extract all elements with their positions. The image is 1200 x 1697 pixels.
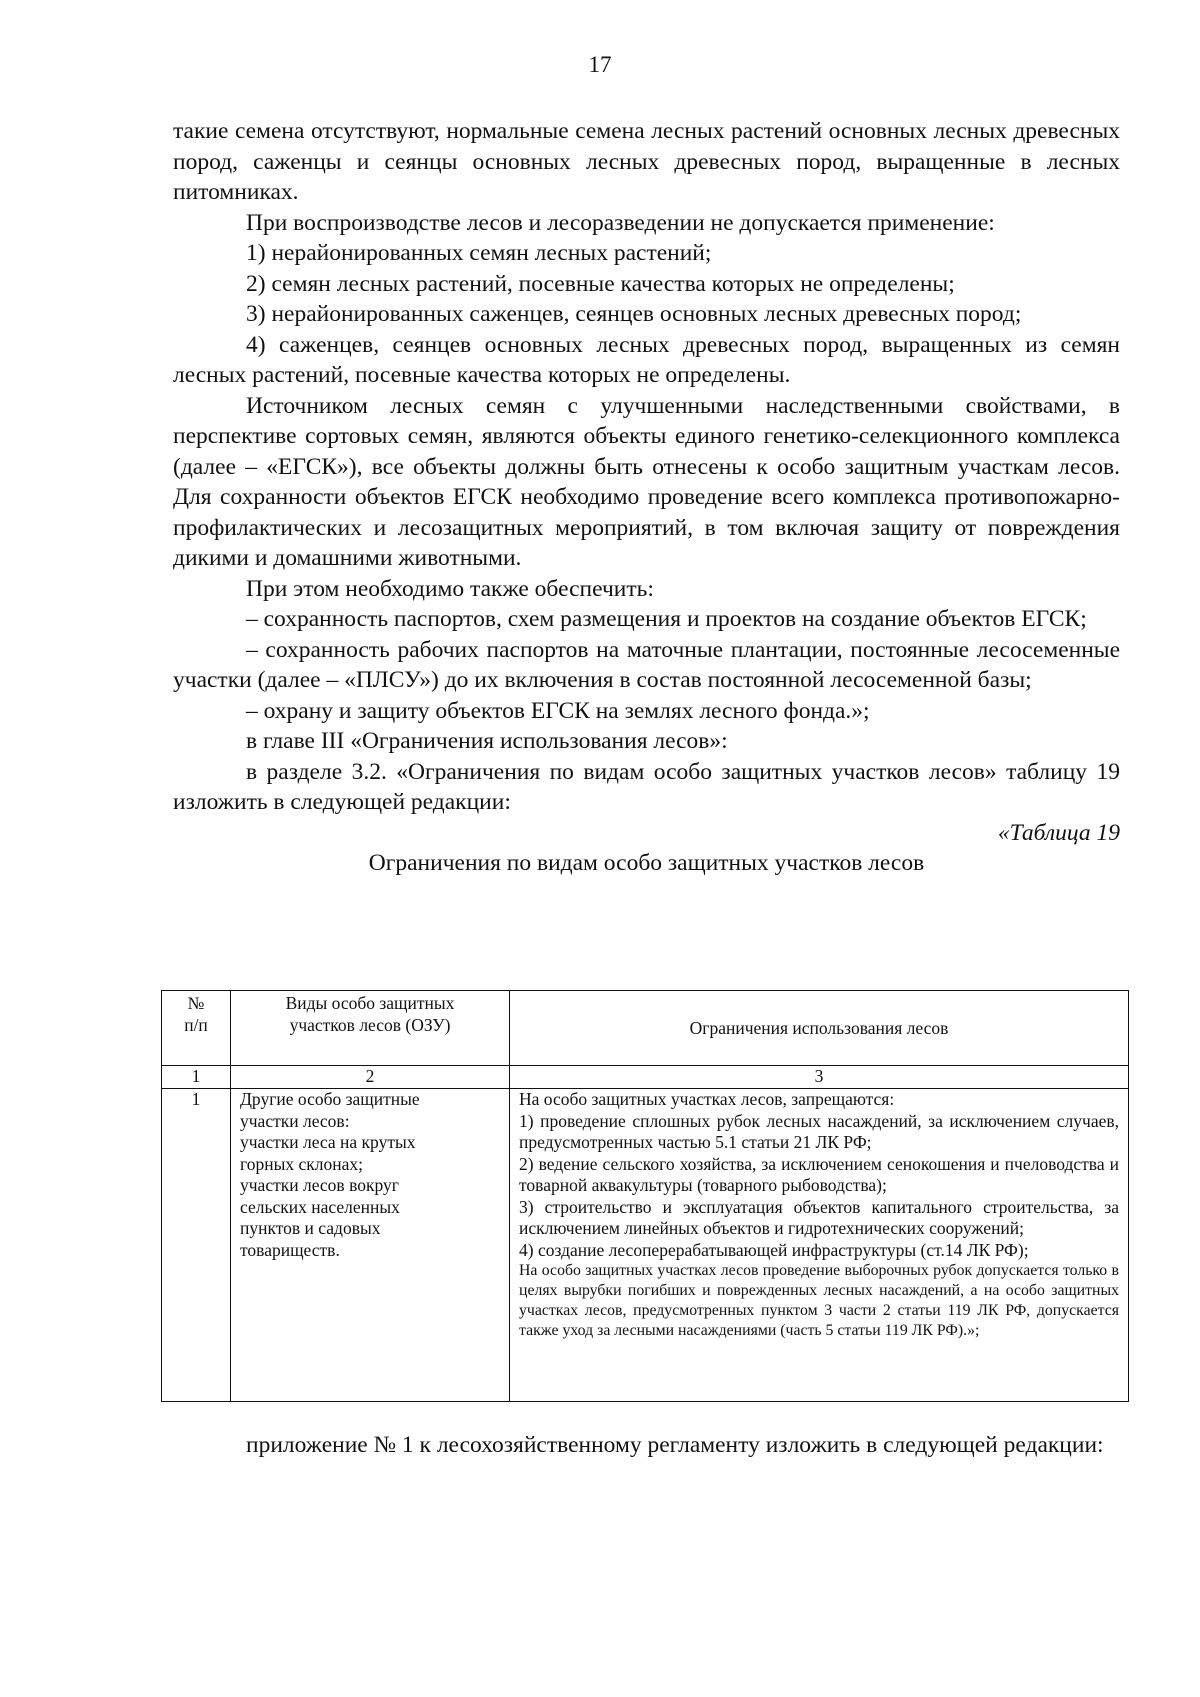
col-number-3: 3 [510, 1066, 1129, 1089]
header-limits: Ограничения использования лесов [510, 991, 1129, 1066]
col-number-1: 1 [162, 1066, 231, 1089]
zone-line: пунктов и садовых [240, 1218, 381, 1238]
dash-item-protection: – охрану и защиту объектов ЕГСК на землях лесного фонда.»; [246, 697, 870, 724]
page-number: 17 [588, 52, 612, 77]
zone-line: сельских населенных [240, 1196, 400, 1217]
list-item-4: 4) саженцев, сеянцев основных лесных древесных пород, выращенных из семян лесных растений, посевные качества которых не определены. [173, 331, 1120, 388]
header-types-line2: участков лесов (ОЗУ) [289, 1014, 451, 1035]
header-num-line2: п/п [184, 1014, 208, 1035]
dash-item-passports: – сохранность паспортов, схем размещения и проектов на создание объектов ЕГСК; [246, 606, 1087, 632]
list-item-2: 2) семян лесных растений, посевные качества которых не определены; [246, 270, 955, 297]
col-number-2: 2 [231, 1066, 510, 1089]
paragraph-seeds-continuation: такие семена отсутствуют, нормальные семена лесных растений основных лесных древесных пород, саженцы и сеянцы основных лесных древесных пород, выращенные в лесных питомниках. [173, 118, 1120, 205]
limit-item-2: 2) ведение сельского хозяйства, за исключением сенокошения и пчеловодства и товарной аквакультуры (товарного рыбоводства); [519, 1153, 1119, 1195]
table-row [162, 1089, 1129, 1402]
limit-note: На особо защитных участках лесов проведение выборочных рубок допускается только в целях вырубки погибших и поврежденных лесных насаждений, а на особо защитных участках лесов, предусмотренных пунктом 3 части 2 статьи 119 ЛК РФ, допускается также уход за лесными насаждениями (часть 5 статьи 119 ЛК РФ).»; [519, 1262, 1119, 1339]
paragraph-appendix-1: приложение № 1 к лесохозяйственному регламенту изложить в следующей редакции: [246, 1432, 1104, 1458]
paragraph-egsk: Источником лесных семян с улучшенными наследственными свойствами, в перспективе сортовых семян, являются объекты единого генетико-селекционного комплекса (далее – «ЕГСК»), все объекты должны быть отнесены к особо защитным участкам лесов. Для сохранности объектов ЕГСК необходимо проведение всего комплекса противопожарно-профилактических и лесозащитных мероприятий, в том включая защиту от повреждения дикими и домашними животными. [173, 392, 1120, 571]
table-column-numbers-row [162, 1066, 1129, 1089]
header-types [231, 991, 510, 1066]
paragraph-chapter-3: в главе III «Ограничения использования лесов»: [246, 728, 728, 754]
zone-line: горных склонах; [240, 1153, 363, 1174]
paragraph-ensure-intro: При этом необходимо также обеспечить: [246, 575, 654, 602]
limit-item-1: 1) проведение сплошных рубок лесных насаждений, за исключением случаев, предусмотренных частью 5.1 статьи 21 ЛК РФ; [519, 1110, 1119, 1152]
row-zone-types [231, 1089, 510, 1402]
limit-item-3: 3) строительство и эксплуатация объектов капитального строительства, за исключением линейных объектов и гидротехнических сооружений; [519, 1196, 1119, 1238]
header-num [162, 991, 231, 1066]
zone-line: участки леса на крутых [240, 1132, 416, 1152]
paragraph-section-3-2: в разделе 3.2. «Ограничения по видам особо защитных участков лесов» таблицу 19 изложить в следующей редакции: [173, 758, 1120, 815]
dash-item-plsu: – сохранность рабочих паспортов на маточные плантации, постоянные лесосеменные участки (далее – «ПЛСУ») до их включения в состав постоянной лесосеменной базы; [173, 636, 1120, 693]
zone-line: участки лесов вокруг [240, 1175, 399, 1195]
paragraph-prohibition-intro: При воспроизводстве лесов и лесоразведении не допускается применение: [246, 209, 995, 236]
table-header-row [162, 991, 1129, 1066]
limit-item-4: 4) создание лесоперерабатывающей инфраструктуры (ст.14 ЛК РФ); [519, 1239, 1029, 1260]
list-item-1: 1) нерайонированных семян лесных растений; [246, 240, 712, 266]
limit-intro: На особо защитных участках лесов, запрещаются: [519, 1089, 895, 1109]
restrictions-table [161, 990, 1129, 1402]
table-label: «Таблица 19 [997, 819, 1120, 846]
row-num: 1 [162, 1089, 231, 1402]
zone-line: товариществ. [240, 1239, 340, 1260]
after-table-text [173, 1430, 1120, 1461]
row-limits [510, 1089, 1129, 1402]
table-title: Ограничения по видам особо защитных участков лесов [368, 850, 925, 876]
list-item-3: 3) нерайонированных саженцев, сеянцев основных лесных древесных пород; [246, 301, 1022, 327]
document-body [173, 116, 1120, 879]
header-types-line1: Виды особо защитных [285, 993, 455, 1013]
zone-line: участки лесов: [240, 1110, 350, 1131]
header-num-line1: № [187, 993, 205, 1013]
zone-line: Другие особо защитные [240, 1089, 420, 1109]
